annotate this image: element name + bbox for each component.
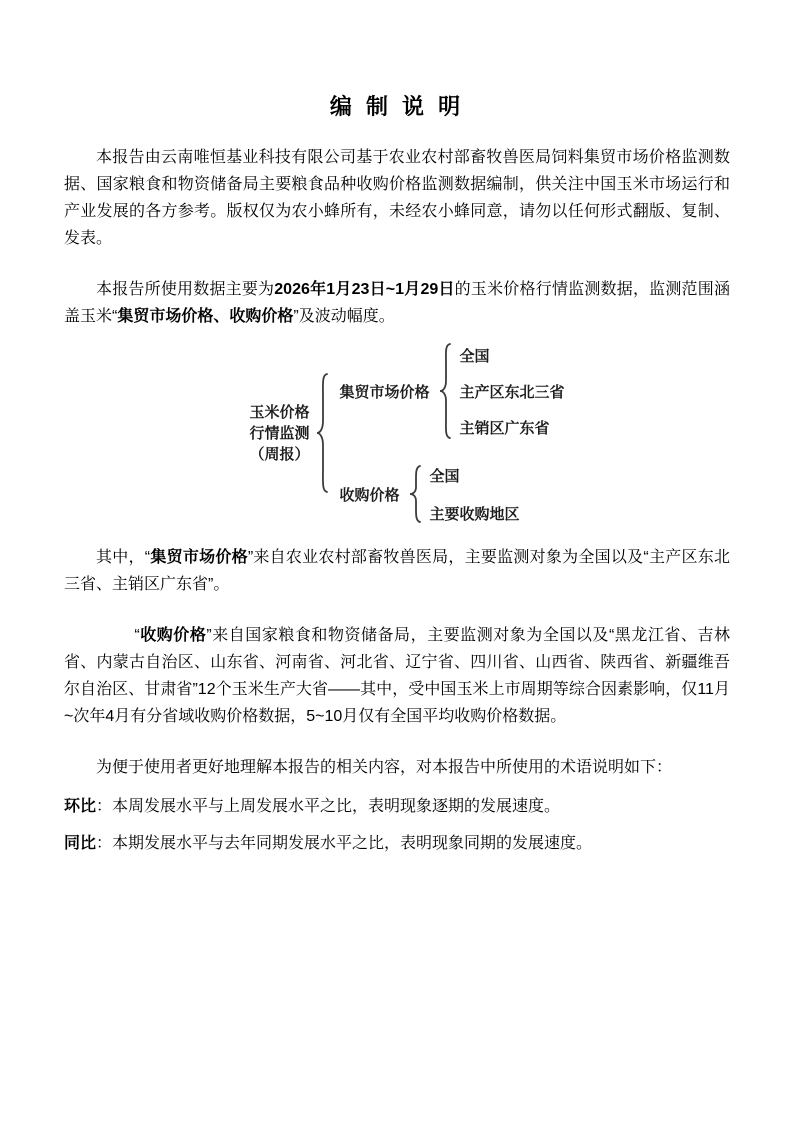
text-segment: 其中，“: [96, 549, 151, 566]
branch-label: 集贸市场价格: [339, 383, 430, 401]
term-definition: 本周发展水平与上周发展水平之比，表明现象逐期的发展速度。: [112, 798, 561, 815]
diagram-branches: [335, 342, 564, 524]
diagram-leaf: 主产区东北三省: [459, 383, 565, 401]
monitoring-scope-diagram: [74, 342, 740, 524]
diagram-leaf: 全国: [429, 467, 460, 485]
paragraph-market-price-source: [64, 544, 730, 598]
term-label: 环比: [64, 798, 97, 815]
diagram-leaf: 主要收购地区: [429, 505, 520, 523]
branch-purchase-price: [335, 464, 564, 524]
branch-children: [460, 345, 565, 438]
text-segment: ”来自农业农村部畜牧兽医局，主要监测对象为全国以及“主产区东北三省、主销区广东省”。: [64, 549, 730, 593]
text-segment: 为便于使用者更好地理解本报告的相关内容，对本报告中所使用的术语说明如下：: [96, 759, 673, 776]
diagram-root-line: 行情监测: [249, 424, 310, 442]
term-mom: [64, 793, 730, 820]
text-segment: 本报告所使用数据主要为: [96, 281, 275, 298]
curly-brace-root: [315, 372, 329, 494]
curly-brace-market: [438, 342, 452, 440]
page-title: 编 制 说 明: [329, 94, 465, 119]
paragraph-data-scope: [64, 276, 730, 330]
term-separator: ：: [96, 798, 113, 815]
paragraph-purchase-price-source: [64, 622, 730, 730]
price-types-bold: 集贸市场价格、收购价格: [117, 308, 294, 325]
diagram-root-line: 玉米价格: [249, 403, 310, 421]
paragraph-intro: [64, 144, 730, 252]
branch-children: [430, 465, 520, 524]
branch-market-price: [335, 342, 564, 440]
diagram-root-label: [249, 402, 309, 465]
diagram-leaf: 主销区广东省: [459, 419, 550, 437]
term-yoy: [64, 830, 730, 857]
term-label: 同比: [64, 835, 97, 852]
text-segment: ”来自国家粮食和物资储备局，主要监测对象为全国以及“黑龙江省、吉林省、内蒙古自治区、山东省、河南省、河北省、辽宁省、四川省、山西省、陕西省、新疆维吾尔自治区、甘肃省”12个玉米生产大省——其中，受中国玉米上市周期等综合因素影响，仅11月~次年4月有分省域收购价格数据，5~10月仅有全国平均收购价格数据。: [64, 627, 730, 725]
diagram-leaf: 全国: [459, 347, 490, 365]
curly-brace-purchase: [408, 464, 422, 524]
paragraph-terms-intro: [64, 754, 730, 781]
text-segment: “: [134, 627, 140, 644]
market-price-term-bold: 集贸市场价格: [150, 549, 248, 566]
purchase-price-term-bold: 收购价格: [139, 627, 207, 644]
text-segment: 的玉米价格行情监测数据，监测范围涵盖玉米“: [64, 281, 730, 325]
text-segment: ”及波动幅度。: [293, 308, 395, 325]
term-separator: ：: [96, 835, 113, 852]
branch-label: 收购价格: [339, 486, 400, 504]
text-segment: 本报告由云南唯恒基业科技有限公司基于农业农村部畜牧兽医局饲料集贸市场价格监测数据、国家粮食和物资储备局主要粮食品种收购价格监测数据编制，供关注中国玉米市场运行和产业发展的各方参考。版权仅为农小蜂所有，未经农小蜂同意，请勿以任何形式翻版、复制、发表。: [64, 149, 730, 247]
diagram-root-line: （周报）: [249, 445, 310, 463]
term-definition: 本期发展水平与去年同期发展水平之比，表明现象同期的发展速度。: [112, 835, 593, 852]
date-range-bold: 2026年1月23日~1月29日: [274, 281, 455, 298]
